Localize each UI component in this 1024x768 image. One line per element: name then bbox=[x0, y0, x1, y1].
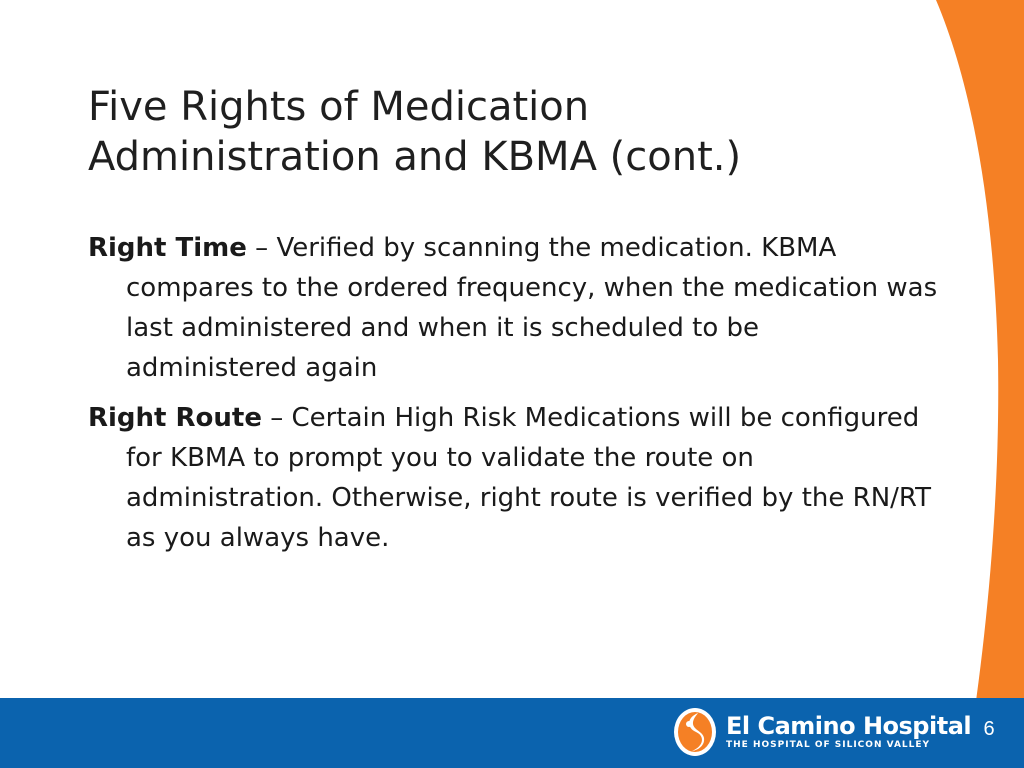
right-route-paragraph bbox=[88, 398, 938, 558]
logo-text bbox=[726, 713, 971, 751]
logo-name: El Camino Hospital bbox=[726, 712, 972, 740]
right-time-text: – Verified by scanning the medication. KBMA compares to the ordered frequency, when the medication was last administered and when it is scheduled to be administered again bbox=[126, 233, 938, 383]
slide-title-line-1: Five Rights of Medication bbox=[88, 84, 590, 130]
right-route-text: – Certain High Risk Medications will be configured for KBMA to prompt you to validate the route on administration. Otherwise, right route is verified by the RN/RT as you always have. bbox=[126, 403, 931, 553]
logo-tagline: THE HOSPITAL OF SILICON VALLEY bbox=[726, 740, 931, 750]
el-camino-hospital-logo-icon bbox=[672, 706, 718, 758]
right-route-term: Right Route bbox=[88, 403, 262, 433]
right-time-term: Right Time bbox=[88, 233, 247, 263]
slide-body bbox=[88, 228, 938, 568]
page-number: 6 bbox=[983, 718, 995, 740]
el-camino-hospital-logo bbox=[672, 706, 971, 758]
right-time-paragraph bbox=[88, 228, 938, 388]
slide-title-line-2: Administration and KBMA (cont.) bbox=[88, 134, 742, 180]
slide-title bbox=[88, 82, 908, 182]
